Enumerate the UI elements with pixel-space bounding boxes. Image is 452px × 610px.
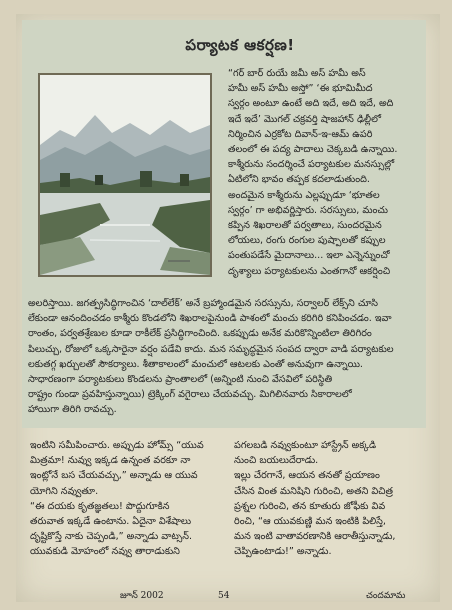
text-line: మన ఇంటి వాతావరణానికి ఆరాతీస్తున్నాడు, [234,531,396,543]
text-line: లోయలు, రంగు రంగుల పుష్పాలతో కప్పుల [228,235,386,247]
text-line: కాశ్మీరును సందర్శించే పర్యాటకుల మనస్సుల్లో [228,159,395,171]
intro-column [228,66,424,279]
text-line: హమీ అస్ హమీ అస్తో” ‘ఈ భూమిమీద [228,83,373,95]
text-line: తలంలో ఈ పద్య పాదాలు చెక్కబడి ఉన్నాయి. [228,144,398,156]
text-line: హాయిగా తిరిగి రావచ్చు. [28,404,117,416]
text-line: “గర్ బార్ రుయే జమీ అస్ హమీ అస్ [228,68,366,79]
text-line: పగలబడి నవ్వుకుంటూ హాస్ట్రేన్ అక్కడి [234,440,377,451]
story-column-left [30,438,220,560]
text-line: కప్పిన శిఖరాలతో పర్వతాలు, సుందరమైన [228,220,382,232]
text-line: మిత్రమా! నువ్వు ఇక్కడ ఉన్నంత వరకూ నా [30,455,191,467]
text-line: రాష్ట్రం గుండా ప్రవహిస్తున్నాయి) ట్రెక్కింగ్ వగైరాలు చేయవచ్చు. మిగిలినవారు సికారాలలో [28,389,352,401]
text-line: ఇంటిని సమీపించారు. అప్పుడు హోమ్స్ “యువ [30,440,204,451]
magazine-name: చందమామ [366,591,406,601]
issue-date: జూన్ 2002 [120,591,164,601]
text-line: రించి, “ఆ యువకుణ్ణి మన ఇంటికి పిలిస్తే, [234,516,386,528]
text-line: అలరిస్తాయి. జగత్ప్రసిద్ధిగాంచిన ‘దాల్‌లేక్’ అనే బ్రహ్మాండమైన సరస్సును, సర్వాలర్ లేక్స్‌ని చూసి [28,298,378,309]
text-line: చేసిన వింత మనిషిని గురించి, అతని విచిత్ర [234,485,393,497]
body-full-width [28,296,428,418]
text-line: ఏటిలోని భావం తప్పక కదలాడుతుంది. [228,174,370,186]
text-line: పంతుపడేసే మైదానాలు... ఇలా ఎన్నెన్నుంచో [228,250,390,262]
story-column-right [234,438,424,560]
text-line: స్వర్గం అంటూ ఉంటే అది ఇదే, అది ఇదే, అది [228,98,394,110]
painting-svg [40,75,210,275]
text-line: లేకుండా ఆనందించడం కాశ్మీరు కొండలోని శిఖరాలపైనుండి పాశంలో మంచు కరిగిరి కనిపించడం. ఇవా [28,313,392,325]
text-line: నిర్మించిన ఎర్రకోట దివాన్-ఇ-ఆమ్ ఉపరి [228,128,373,140]
text-line: లకుతగ్గ ఖర్చులతో సౌకర్యాలు. శీతాకాలంలో మంచులో ఆటలకు ఎంతో అనువుగా ఉన్నాయి. [28,358,363,370]
text-line: నుంచి బయలుదేరాడు. [234,455,319,467]
text-line: యువకుడి మోహంలో నవ్వు తారాడుకుని [30,546,180,558]
text-line: స్వర్గం’ గా అభివర్ణిస్తారు. సరస్సులు, మంచు [228,204,388,216]
page-number: 54 [218,591,230,601]
text-line: ఇల్లు చేరగానే, ఆయన తనతో ప్రయాణం [234,470,380,482]
text-line: ఇదే ఇదే’ మొగల్ చక్రవర్తి షాజహాన్ ఢిల్లీలో [228,113,381,125]
text-line: “ఈ దయకు కృతజ్ఞతలు! పొద్దుగూకిన [30,500,170,512]
kashmir-landscape-painting [38,73,212,277]
text-line: యోగిని నవ్వుతూ. [30,485,99,497]
text-line: దృష్టికొస్తే నాకు చెప్పండి,” అన్నాడు వాట్సన్. [30,531,192,543]
text-line: అందమైన కాశ్మీరును ఎల్లప్పుడూ ‘భూతల [228,189,380,201]
text-line: రాంతం, పర్వతశ్రేణుల కూడా రాకీలేక్ ప్రసిద్ధిగాంచింది. ఒకప్పుడు అనేక మరికొన్నింటిలా తిరిగిరం [28,328,372,340]
text-line: ఇంట్లోనే బస చేయవచ్చు,” అన్నాడు ఆ యువ [30,470,198,482]
text-line: ప్రశ్నల గురించి, తన కూతురు జోఫీకు వివ [234,500,386,512]
text-line: దృశ్యాలు పర్యాటకులను ఎంతగానో ఆకర్షించి [228,265,391,277]
article-title: పర్యాటక ఆకర్షణ! [185,36,295,54]
text-line: పిలుచ్చు, రోజులో ఒక్కసారైనా వర్షం పడేవి కాదు. మన సమృద్ధమైన సంపద ద్వారా వాడి పర్యాటకుల [28,343,394,355]
text-line: సాధారణంగా పర్యాటకులు కొండలను ప్రాంతాలలో (అన్నింటి నుంచి వేసవిలో పరిస్థితి [28,374,333,386]
text-line: చెప్పిఉంటాడు!” అన్నాడు. [234,546,332,558]
text-line: తరువాత ఇక్కడే ఉంటాను. ఏదైనా విశేషాలు [30,516,192,528]
